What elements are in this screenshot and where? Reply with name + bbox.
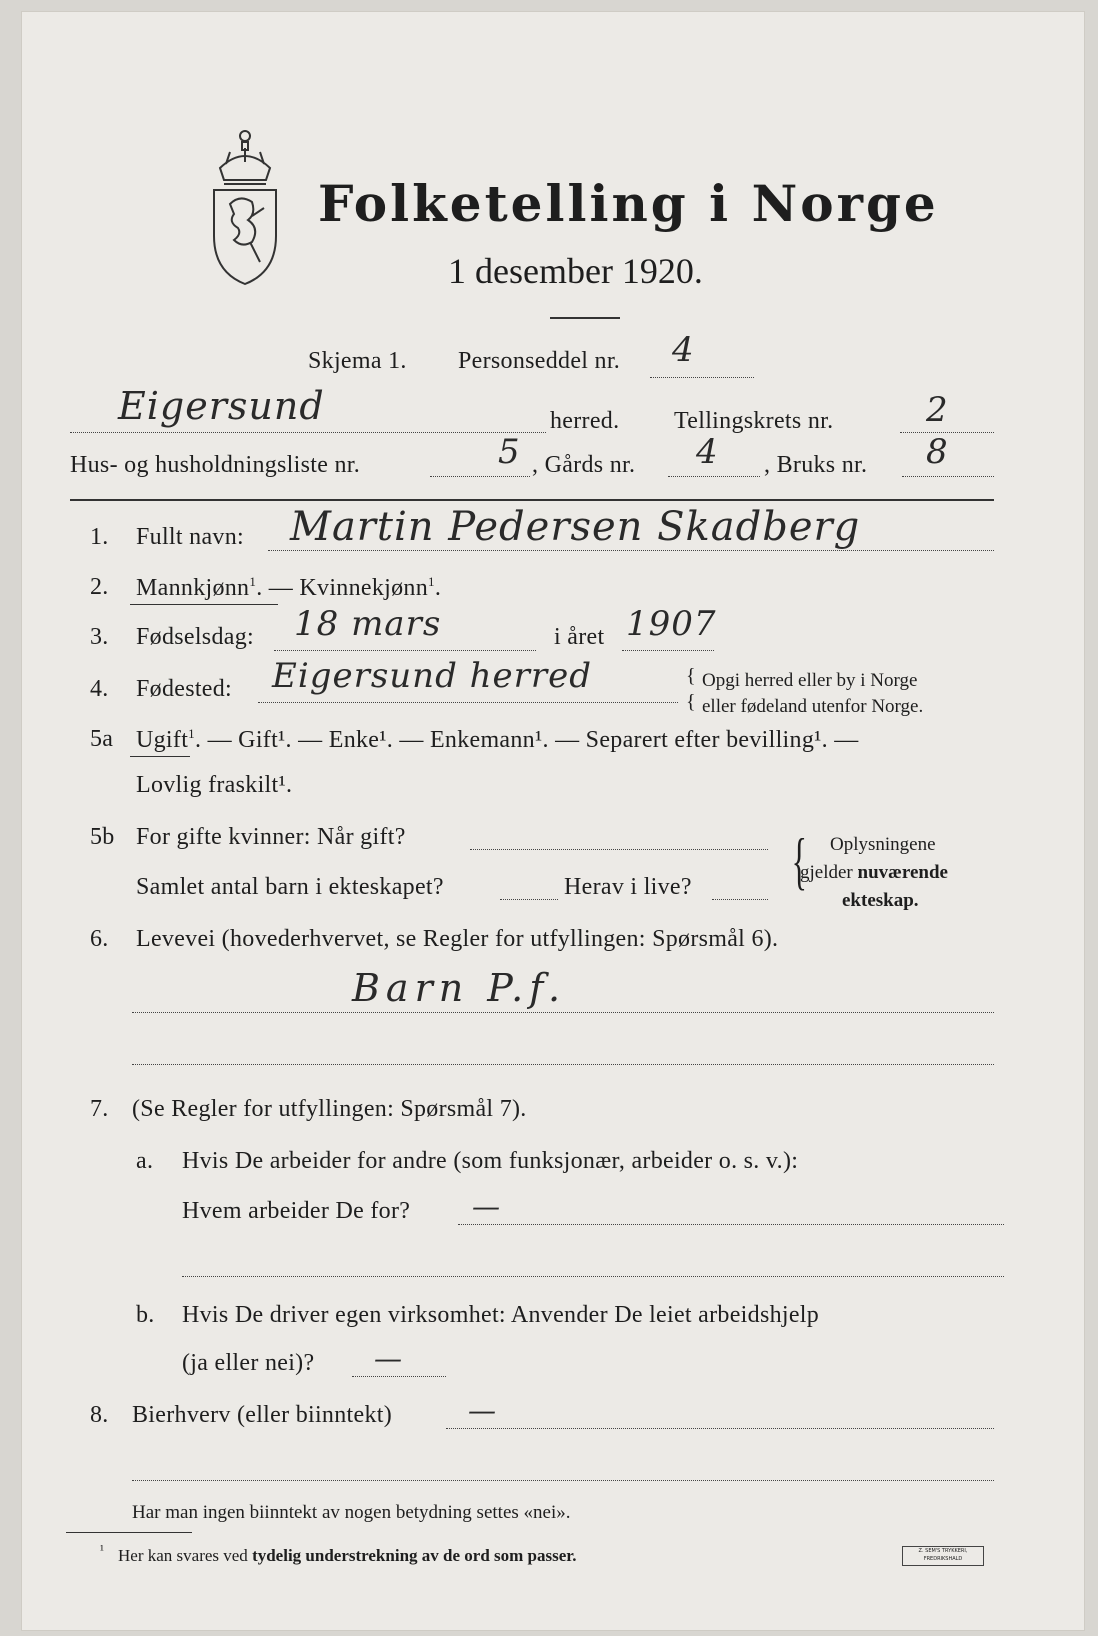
year-label: i året [554,624,605,650]
q7-number: 7. [90,1096,109,1122]
option-mannkjonn[interactable]: Mannkjønn [136,575,250,601]
husliste-label: Hus- og husholdningsliste nr. [70,452,361,478]
q5a-line-2[interactable]: Lovlig fraskilt¹. [136,772,293,798]
employer-line-1 [458,1224,1004,1225]
personseddel-value[interactable]: 4 [672,330,695,370]
header-rule [70,499,994,501]
children-count-line[interactable] [500,899,558,900]
q6-number: 6. [90,926,109,952]
birthplace-value[interactable]: Eigersund herred [272,656,593,696]
q5a-options: Ugift$^1$. — Gift¹. — Enke¹. — Enkemann¹. — Separert efter bevilling¹. — [136,726,859,753]
q5b-brace: { [791,825,808,896]
side-income-line-2[interactable] [132,1480,994,1481]
occupation-value[interactable]: Barn P.f. [352,966,567,1010]
personseddel-line [650,377,754,378]
q3-number: 3. [90,624,109,650]
ugift-underline [130,756,190,757]
herred-line [70,432,546,433]
q2-end: . [434,575,442,601]
q5b-note-2: gjelder nuværende [800,862,948,883]
q5b-note-3: ekteskap. [842,890,919,911]
occupation-line-1 [132,1012,994,1013]
q5a-other-options[interactable]: . — Gift¹. — Enke¹. — Enkemann¹. — Separert efter bevilling¹. — [194,727,859,753]
printer-stamp: Z. SEM'S TRYKKERI, FREDRIKSHALD [902,1546,984,1566]
q4-number: 4. [90,676,109,702]
q1-line [268,550,994,551]
q2-options: Mannkjønn$^1$. — Kvinnekjønn$^1$. [136,574,442,601]
skjema-label: Skjema 1. [308,348,407,374]
q4-note-2: eller fødeland utenfor Norge. [702,696,924,717]
birthplace-line [258,702,678,703]
q7b-text: Hvis De driver egen virksomhet: Anvender De leiet arbeidshjelp [182,1302,820,1328]
mannkjonn-underline [130,604,278,605]
q4-brace: { [686,665,696,687]
q1-label: Fullt navn: [136,524,244,550]
q7a-sub: Hvem arbeider De for? [182,1198,411,1224]
bruks-line [902,476,994,477]
footnote-text: Her kan svares ved tydelig understrekning av de ord som passer. [118,1546,577,1565]
gards-label: , Gårds nr. [532,452,636,478]
title-divider [550,317,620,319]
bruks-label: , Bruks nr. [764,452,868,478]
full-name-value[interactable]: Martin Pedersen Skadberg [290,504,861,550]
employer-line-2[interactable] [182,1276,1004,1277]
herred-label: herred. [550,408,620,434]
husliste-value[interactable]: 5 [498,432,521,472]
q8-label: Bierhverv (eller biinntekt) [132,1402,393,1428]
q1-number: 1. [90,524,109,550]
q7-label: (Se Regler for utfyllingen: Spørsmål 7). [132,1096,527,1122]
birthday-line [274,650,536,651]
tellingskrets-label: Tellingskrets nr. [674,408,834,434]
q7a-letter: a. [136,1148,154,1174]
tellingskrets-value[interactable]: 2 [926,390,949,430]
q6-label: Levevei (hovederhvervet, se Regler for utfyllingen: Spørsmål 6). [136,926,779,952]
census-form-sheet [22,12,1084,1630]
birth-year-value[interactable]: 1907 [626,604,717,644]
coat-of-arms-icon [190,124,300,294]
hired-help-line [352,1376,446,1377]
page-title: Folketelling i Norge [318,174,939,233]
q4-note-1: Opgi herred eller by i Norge [702,670,918,691]
q5b-label-1: For gifte kvinner: Når gift? [136,824,406,850]
q8-number: 8. [90,1402,109,1428]
hired-help-value[interactable]: — [374,1342,403,1375]
year-line [622,650,714,651]
nei-note: Har man ingen biinntekt av nogen betydning settes «nei». [132,1502,571,1523]
q4-label: Fødested: [136,676,233,702]
census-date: 1 desember 1920. [448,251,703,291]
q5b-note-1: Oplysningene [830,834,936,855]
option-ugift[interactable]: Ugift [136,727,189,753]
husliste-line [430,476,530,477]
side-income-line-1 [446,1428,994,1429]
herred-value[interactable]: Eigersund [118,384,325,428]
q7b-letter: b. [136,1302,155,1328]
q2-number: 2. [90,574,109,600]
q5b-label-2: Samlet antal barn i ekteskapet? [136,874,444,900]
footnote-mark: ¹ [100,1542,104,1557]
employer-value[interactable]: — [472,1190,501,1223]
occupation-line-2[interactable] [132,1064,994,1065]
side-income-value[interactable]: — [468,1394,497,1427]
q3-label: Fødselsdag: [136,624,254,650]
birthday-value[interactable]: 18 mars [294,604,442,644]
gards-value[interactable]: 4 [696,432,719,472]
q7a-text: Hvis De arbeider for andre (som funksjonær, arbeider o. s. v.): [182,1148,799,1174]
gards-line [668,476,760,477]
bruks-value[interactable]: 8 [926,432,949,472]
q7b-sub: (ja eller nei)? [182,1350,315,1376]
footnote-rule [66,1532,192,1533]
option-kvinnekjonn[interactable]: . — Kvinnekjønn [256,575,429,601]
personseddel-label: Personseddel nr. [458,348,621,374]
q5b-number: 5b [90,824,115,850]
q5b-label-3: Herav i live? [564,874,692,900]
married-date-line[interactable] [470,849,768,850]
children-alive-line[interactable] [712,899,768,900]
q5a-number: 5a [90,726,114,752]
q4-brace-2: { [686,691,696,713]
